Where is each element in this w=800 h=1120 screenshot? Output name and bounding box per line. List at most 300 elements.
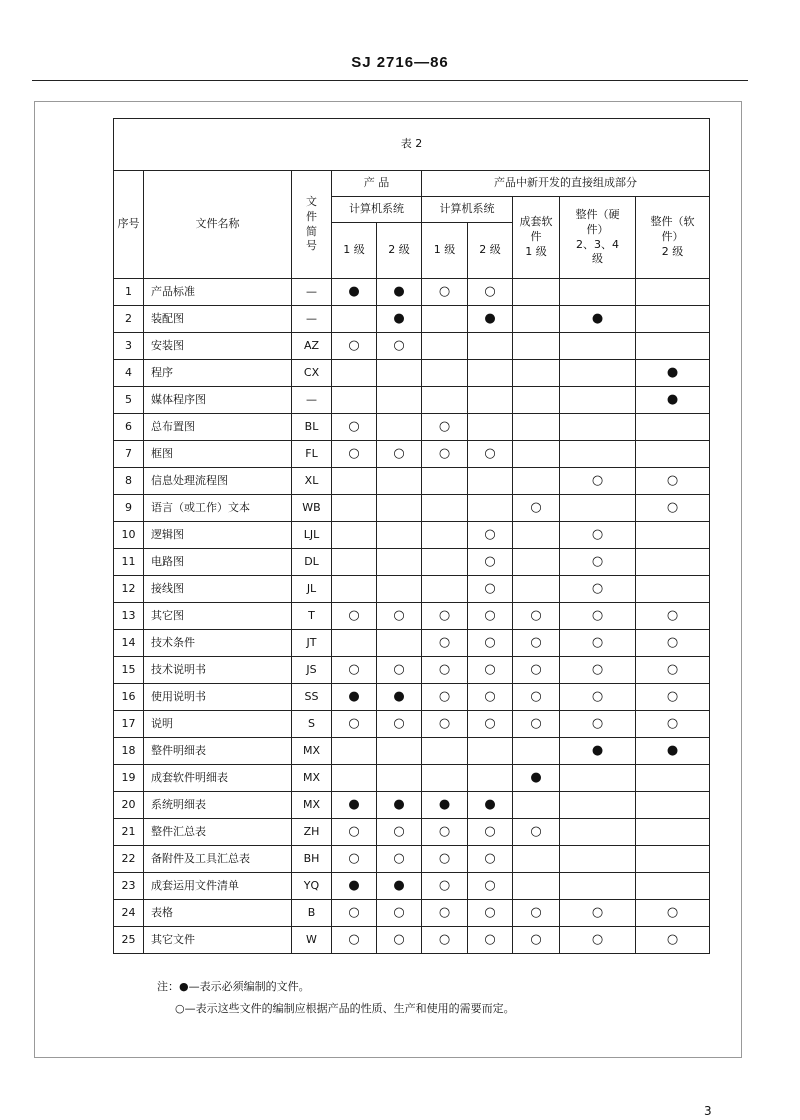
row-file-code: YQ bbox=[292, 873, 332, 900]
row-mark-cell bbox=[332, 549, 377, 576]
row-mark-cell bbox=[422, 576, 468, 603]
row-mark-cell bbox=[468, 495, 513, 522]
row-mark-cell: ○ bbox=[513, 819, 560, 846]
row-number: 14 bbox=[114, 630, 144, 657]
table-row bbox=[114, 684, 710, 711]
row-mark-cell bbox=[513, 792, 560, 819]
row-mark-cell: ○ bbox=[422, 603, 468, 630]
row-mark-cell bbox=[560, 873, 636, 900]
row-mark-cell: ○ bbox=[422, 846, 468, 873]
table-row bbox=[114, 738, 710, 765]
row-mark-cell bbox=[332, 468, 377, 495]
row-mark-cell bbox=[377, 360, 422, 387]
page-number: 3 bbox=[704, 1104, 712, 1118]
row-mark-cell: ○ bbox=[332, 900, 377, 927]
row-file-code: B bbox=[292, 900, 332, 927]
header-rule bbox=[32, 80, 748, 81]
table-row bbox=[114, 603, 710, 630]
row-file-code: MX bbox=[292, 765, 332, 792]
row-mark-cell: ○ bbox=[468, 846, 513, 873]
row-mark-cell bbox=[377, 468, 422, 495]
row-file-code: S bbox=[292, 711, 332, 738]
row-file-code: BL bbox=[292, 414, 332, 441]
row-mark-cell: ○ bbox=[422, 279, 468, 306]
row-mark-cell: ○ bbox=[560, 630, 636, 657]
row-mark-cell bbox=[560, 846, 636, 873]
row-mark-cell: ○ bbox=[513, 900, 560, 927]
row-mark-cell bbox=[636, 549, 710, 576]
row-mark-cell bbox=[636, 819, 710, 846]
row-mark-cell bbox=[332, 522, 377, 549]
row-file-name: 技术说明书 bbox=[144, 657, 292, 684]
row-mark-cell: ○ bbox=[560, 657, 636, 684]
row-mark-cell: ○ bbox=[377, 846, 422, 873]
row-file-code: MX bbox=[292, 738, 332, 765]
row-mark-cell bbox=[377, 738, 422, 765]
row-mark-cell bbox=[422, 549, 468, 576]
row-file-name: 媒体程序图 bbox=[144, 387, 292, 414]
row-file-code: JT bbox=[292, 630, 332, 657]
row-mark-cell bbox=[332, 576, 377, 603]
table-row bbox=[114, 711, 710, 738]
level-1-product: 1 级 bbox=[332, 223, 377, 279]
sub-unit-hw-level: 2、3、4 级 bbox=[576, 237, 619, 266]
row-file-name: 系统明细表 bbox=[144, 792, 292, 819]
row-file-name: 框图 bbox=[144, 441, 292, 468]
row-mark-cell bbox=[377, 765, 422, 792]
row-mark-cell: ○ bbox=[422, 711, 468, 738]
table-row bbox=[114, 441, 710, 468]
row-mark-cell: ○ bbox=[468, 279, 513, 306]
row-mark-cell: ○ bbox=[422, 441, 468, 468]
row-mark-cell bbox=[560, 279, 636, 306]
row-file-code: BH bbox=[292, 846, 332, 873]
row-mark-cell: ● bbox=[468, 306, 513, 333]
table-caption: 表 2 bbox=[114, 119, 710, 171]
row-file-name: 程序 bbox=[144, 360, 292, 387]
row-mark-cell bbox=[513, 279, 560, 306]
row-mark-cell bbox=[422, 387, 468, 414]
row-file-name: 成套软件明细表 bbox=[144, 765, 292, 792]
row-file-name: 说明 bbox=[144, 711, 292, 738]
row-mark-cell bbox=[560, 495, 636, 522]
sub-unit-sw-label: 整件（软件） bbox=[650, 215, 695, 244]
row-mark-cell: ● bbox=[422, 792, 468, 819]
table-row bbox=[114, 792, 710, 819]
row-mark-cell bbox=[636, 765, 710, 792]
row-number: 13 bbox=[114, 603, 144, 630]
row-mark-cell: ○ bbox=[332, 414, 377, 441]
row-mark-cell bbox=[560, 819, 636, 846]
row-mark-cell: ○ bbox=[636, 684, 710, 711]
row-mark-cell: ○ bbox=[422, 657, 468, 684]
row-file-name: 表格 bbox=[144, 900, 292, 927]
row-mark-cell bbox=[377, 414, 422, 441]
row-file-code: JL bbox=[292, 576, 332, 603]
row-mark-cell: ● bbox=[636, 387, 710, 414]
row-file-name: 使用说明书 bbox=[144, 684, 292, 711]
row-mark-cell bbox=[513, 414, 560, 441]
row-mark-cell: ○ bbox=[513, 657, 560, 684]
table-row bbox=[114, 576, 710, 603]
row-mark-cell bbox=[422, 333, 468, 360]
row-mark-cell: ○ bbox=[513, 927, 560, 954]
row-mark-cell bbox=[560, 360, 636, 387]
row-mark-cell bbox=[636, 576, 710, 603]
row-file-name: 整件明细表 bbox=[144, 738, 292, 765]
row-file-name: 技术条件 bbox=[144, 630, 292, 657]
row-number: 3 bbox=[114, 333, 144, 360]
row-mark-cell: ○ bbox=[422, 873, 468, 900]
level-2-parts: 2 级 bbox=[468, 223, 513, 279]
table-row bbox=[114, 819, 710, 846]
document-table bbox=[113, 118, 710, 954]
row-mark-cell: ○ bbox=[560, 711, 636, 738]
row-mark-cell bbox=[422, 495, 468, 522]
table-row bbox=[114, 387, 710, 414]
row-mark-cell bbox=[468, 333, 513, 360]
row-mark-cell: ○ bbox=[422, 684, 468, 711]
table-row bbox=[114, 468, 710, 495]
row-number: 20 bbox=[114, 792, 144, 819]
row-mark-cell bbox=[513, 549, 560, 576]
row-mark-cell bbox=[422, 522, 468, 549]
row-file-code: XL bbox=[292, 468, 332, 495]
row-mark-cell bbox=[332, 306, 377, 333]
row-mark-cell bbox=[377, 576, 422, 603]
row-mark-cell bbox=[422, 738, 468, 765]
table-row bbox=[114, 495, 710, 522]
row-mark-cell bbox=[636, 522, 710, 549]
row-mark-cell: ○ bbox=[468, 549, 513, 576]
row-file-name: 备附件及工具汇总表 bbox=[144, 846, 292, 873]
row-mark-cell: ● bbox=[377, 684, 422, 711]
row-mark-cell: ○ bbox=[468, 603, 513, 630]
row-mark-cell bbox=[513, 360, 560, 387]
row-number: 25 bbox=[114, 927, 144, 954]
sub-software-set-label: 成套软件 bbox=[519, 215, 553, 244]
sub-unit-sw-level: 2 级 bbox=[661, 244, 684, 258]
row-mark-cell: ○ bbox=[377, 819, 422, 846]
row-mark-cell: ○ bbox=[332, 657, 377, 684]
row-file-name: 逻辑图 bbox=[144, 522, 292, 549]
row-mark-cell: ● bbox=[332, 873, 377, 900]
col-name-header: 文件名称 bbox=[144, 171, 292, 279]
row-mark-cell bbox=[560, 414, 636, 441]
row-mark-cell bbox=[560, 441, 636, 468]
row-mark-cell: ○ bbox=[377, 927, 422, 954]
group-parts-header: 产品中新开发的直接组成部分 bbox=[422, 171, 710, 197]
row-mark-cell: ○ bbox=[468, 522, 513, 549]
col-index-header: 序号 bbox=[114, 171, 144, 279]
row-file-name: 整件汇总表 bbox=[144, 819, 292, 846]
row-mark-cell bbox=[636, 441, 710, 468]
row-mark-cell: ○ bbox=[560, 684, 636, 711]
row-file-name: 信息处理流程图 bbox=[144, 468, 292, 495]
row-mark-cell: ○ bbox=[636, 495, 710, 522]
row-mark-cell: ○ bbox=[560, 468, 636, 495]
row-mark-cell bbox=[513, 333, 560, 360]
row-mark-cell: ○ bbox=[332, 846, 377, 873]
row-mark-cell: ○ bbox=[377, 900, 422, 927]
sub-computer-product: 计算机系统 bbox=[332, 197, 422, 223]
row-mark-cell bbox=[636, 846, 710, 873]
row-mark-cell bbox=[332, 387, 377, 414]
row-number: 11 bbox=[114, 549, 144, 576]
row-number: 19 bbox=[114, 765, 144, 792]
row-mark-cell bbox=[377, 549, 422, 576]
row-number: 18 bbox=[114, 738, 144, 765]
row-mark-cell: ○ bbox=[513, 711, 560, 738]
row-number: 10 bbox=[114, 522, 144, 549]
row-number: 24 bbox=[114, 900, 144, 927]
row-file-code: — bbox=[292, 279, 332, 306]
row-file-name: 成套运用文件清单 bbox=[144, 873, 292, 900]
row-mark-cell: ○ bbox=[560, 522, 636, 549]
table-notes bbox=[157, 976, 515, 1020]
row-mark-cell bbox=[332, 360, 377, 387]
row-number: 21 bbox=[114, 819, 144, 846]
note-line-1: 注：●—表示必须编制的文件。 bbox=[157, 980, 310, 993]
row-number: 7 bbox=[114, 441, 144, 468]
row-mark-cell: ○ bbox=[332, 333, 377, 360]
row-mark-cell: ○ bbox=[468, 900, 513, 927]
row-number: 17 bbox=[114, 711, 144, 738]
row-number: 15 bbox=[114, 657, 144, 684]
row-mark-cell bbox=[377, 387, 422, 414]
sub-software-set bbox=[513, 197, 560, 279]
row-mark-cell: ○ bbox=[332, 603, 377, 630]
table-row bbox=[114, 279, 710, 306]
row-mark-cell: ● bbox=[332, 684, 377, 711]
row-mark-cell bbox=[468, 414, 513, 441]
row-mark-cell bbox=[513, 846, 560, 873]
table-row bbox=[114, 549, 710, 576]
row-number: 8 bbox=[114, 468, 144, 495]
row-mark-cell: ● bbox=[377, 873, 422, 900]
row-mark-cell bbox=[636, 279, 710, 306]
table-row bbox=[114, 306, 710, 333]
row-mark-cell bbox=[636, 333, 710, 360]
row-mark-cell: ○ bbox=[377, 603, 422, 630]
row-file-code: WB bbox=[292, 495, 332, 522]
row-mark-cell bbox=[560, 792, 636, 819]
col-code-header: 文件简号 bbox=[292, 171, 332, 279]
row-mark-cell bbox=[513, 306, 560, 333]
row-mark-cell bbox=[422, 468, 468, 495]
row-mark-cell: ○ bbox=[468, 819, 513, 846]
row-mark-cell: ○ bbox=[377, 711, 422, 738]
row-number: 9 bbox=[114, 495, 144, 522]
row-mark-cell: ○ bbox=[468, 927, 513, 954]
row-file-code: — bbox=[292, 306, 332, 333]
row-file-name: 装配图 bbox=[144, 306, 292, 333]
row-mark-cell bbox=[332, 765, 377, 792]
row-file-name: 接线图 bbox=[144, 576, 292, 603]
row-file-code: JS bbox=[292, 657, 332, 684]
row-file-name: 总布置图 bbox=[144, 414, 292, 441]
row-number: 4 bbox=[114, 360, 144, 387]
row-mark-cell: ○ bbox=[332, 711, 377, 738]
table-row bbox=[114, 900, 710, 927]
row-mark-cell: ○ bbox=[468, 630, 513, 657]
row-mark-cell: ○ bbox=[377, 657, 422, 684]
row-mark-cell: ○ bbox=[636, 711, 710, 738]
row-mark-cell bbox=[468, 360, 513, 387]
standard-number: SJ 2716—86 bbox=[351, 54, 449, 71]
row-number: 1 bbox=[114, 279, 144, 306]
row-mark-cell: ○ bbox=[468, 711, 513, 738]
row-mark-cell bbox=[513, 468, 560, 495]
sub-unit-hw-label: 整件（硬件） bbox=[575, 207, 620, 236]
row-mark-cell: ● bbox=[332, 279, 377, 306]
row-mark-cell bbox=[468, 765, 513, 792]
row-file-code: — bbox=[292, 387, 332, 414]
row-mark-cell: ○ bbox=[468, 441, 513, 468]
row-mark-cell: ○ bbox=[560, 900, 636, 927]
row-mark-cell: ● bbox=[560, 738, 636, 765]
row-mark-cell bbox=[560, 765, 636, 792]
row-mark-cell: ○ bbox=[560, 549, 636, 576]
level-2-product: 2 级 bbox=[377, 223, 422, 279]
row-file-code: FL bbox=[292, 441, 332, 468]
sub-unit-sw bbox=[636, 197, 710, 279]
row-mark-cell: ○ bbox=[332, 927, 377, 954]
row-mark-cell: ○ bbox=[560, 576, 636, 603]
row-mark-cell: ○ bbox=[422, 927, 468, 954]
row-mark-cell bbox=[468, 738, 513, 765]
row-file-code: CX bbox=[292, 360, 332, 387]
row-mark-cell: ● bbox=[332, 792, 377, 819]
row-mark-cell bbox=[513, 441, 560, 468]
sub-computer-parts: 计算机系统 bbox=[422, 197, 513, 223]
row-mark-cell bbox=[636, 414, 710, 441]
row-mark-cell bbox=[422, 360, 468, 387]
row-number: 2 bbox=[114, 306, 144, 333]
row-mark-cell bbox=[513, 576, 560, 603]
row-mark-cell bbox=[636, 792, 710, 819]
row-mark-cell: ○ bbox=[636, 603, 710, 630]
table-row bbox=[114, 927, 710, 954]
table-row bbox=[114, 360, 710, 387]
row-mark-cell: ○ bbox=[513, 495, 560, 522]
row-mark-cell: ○ bbox=[560, 927, 636, 954]
row-mark-cell: ● bbox=[636, 738, 710, 765]
row-file-name: 电路图 bbox=[144, 549, 292, 576]
row-file-name: 产品标准 bbox=[144, 279, 292, 306]
row-mark-cell bbox=[422, 765, 468, 792]
row-mark-cell: ● bbox=[377, 792, 422, 819]
row-mark-cell bbox=[332, 495, 377, 522]
row-mark-cell: ○ bbox=[468, 873, 513, 900]
row-file-name: 其它文件 bbox=[144, 927, 292, 954]
row-file-code: SS bbox=[292, 684, 332, 711]
row-mark-cell: ● bbox=[636, 360, 710, 387]
row-mark-cell: ○ bbox=[513, 630, 560, 657]
row-number: 16 bbox=[114, 684, 144, 711]
sub-software-set-level: 1 级 bbox=[525, 244, 547, 258]
row-number: 6 bbox=[114, 414, 144, 441]
table-row bbox=[114, 765, 710, 792]
row-mark-cell bbox=[636, 873, 710, 900]
row-mark-cell bbox=[513, 738, 560, 765]
row-file-code: MX bbox=[292, 792, 332, 819]
row-mark-cell: ○ bbox=[422, 414, 468, 441]
table-row bbox=[114, 630, 710, 657]
row-mark-cell: ○ bbox=[513, 684, 560, 711]
row-file-code: AZ bbox=[292, 333, 332, 360]
row-file-name: 安装图 bbox=[144, 333, 292, 360]
row-mark-cell: ○ bbox=[636, 900, 710, 927]
row-mark-cell: ○ bbox=[422, 819, 468, 846]
row-mark-cell: ● bbox=[513, 765, 560, 792]
row-file-code: LJL bbox=[292, 522, 332, 549]
table-row bbox=[114, 522, 710, 549]
group-product-header: 产 品 bbox=[332, 171, 422, 197]
table-row bbox=[114, 873, 710, 900]
row-mark-cell: ○ bbox=[560, 603, 636, 630]
row-file-code: ZH bbox=[292, 819, 332, 846]
row-mark-cell: ○ bbox=[636, 927, 710, 954]
note-line-2: ○—表示这些文件的编制应根据产品的性质、生产和使用的需要而定。 bbox=[175, 1002, 515, 1015]
table-row bbox=[114, 846, 710, 873]
row-mark-cell: ○ bbox=[377, 333, 422, 360]
row-mark-cell: ○ bbox=[422, 630, 468, 657]
row-mark-cell bbox=[332, 630, 377, 657]
row-mark-cell: ○ bbox=[468, 657, 513, 684]
row-mark-cell bbox=[377, 495, 422, 522]
table-row bbox=[114, 414, 710, 441]
row-mark-cell: ○ bbox=[513, 603, 560, 630]
table-row bbox=[114, 657, 710, 684]
row-mark-cell: ○ bbox=[377, 441, 422, 468]
level-1-parts: 1 级 bbox=[422, 223, 468, 279]
row-file-code: T bbox=[292, 603, 332, 630]
row-file-code: W bbox=[292, 927, 332, 954]
row-mark-cell: ● bbox=[377, 279, 422, 306]
row-mark-cell: ● bbox=[468, 792, 513, 819]
row-mark-cell: ○ bbox=[636, 468, 710, 495]
row-mark-cell bbox=[636, 306, 710, 333]
row-mark-cell bbox=[377, 522, 422, 549]
row-mark-cell bbox=[422, 306, 468, 333]
row-file-name: 语言（或工作）文本 bbox=[144, 495, 292, 522]
row-mark-cell: ○ bbox=[636, 630, 710, 657]
row-mark-cell: ○ bbox=[332, 819, 377, 846]
sub-unit-hw bbox=[560, 197, 636, 279]
row-number: 22 bbox=[114, 846, 144, 873]
row-mark-cell bbox=[513, 387, 560, 414]
row-mark-cell bbox=[560, 387, 636, 414]
row-mark-cell bbox=[468, 387, 513, 414]
table-row bbox=[114, 333, 710, 360]
row-mark-cell bbox=[513, 873, 560, 900]
row-mark-cell: ● bbox=[377, 306, 422, 333]
row-mark-cell bbox=[560, 333, 636, 360]
row-mark-cell bbox=[468, 468, 513, 495]
row-mark-cell bbox=[377, 630, 422, 657]
row-mark-cell bbox=[513, 522, 560, 549]
row-number: 5 bbox=[114, 387, 144, 414]
row-mark-cell bbox=[332, 738, 377, 765]
row-mark-cell: ○ bbox=[468, 684, 513, 711]
row-mark-cell: ○ bbox=[468, 576, 513, 603]
row-mark-cell: ○ bbox=[422, 900, 468, 927]
row-mark-cell: ○ bbox=[332, 441, 377, 468]
row-mark-cell: ○ bbox=[636, 657, 710, 684]
row-file-code: DL bbox=[292, 549, 332, 576]
row-number: 23 bbox=[114, 873, 144, 900]
